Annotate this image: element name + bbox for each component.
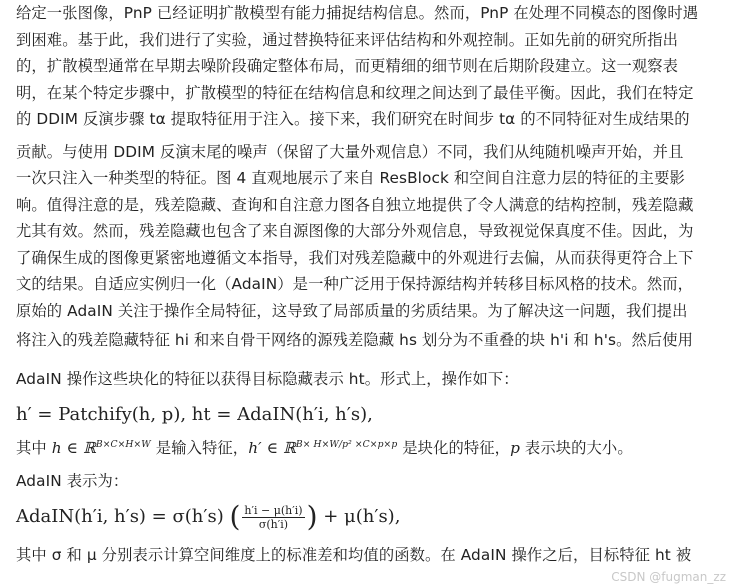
text-line: 了确保生成的图像更紧密地遵循文本指导，我们对残差隐藏中的外观进行去偏，从而获得更符合上下 [16, 248, 694, 267]
math-patch-dim: h′ ∈ ℝ$^{B\times H\times W/p^2 \times C\times p\times p}$ [248, 439, 398, 458]
text-fragment: 是输入特征， [150, 439, 249, 458]
text-fragment: 其中 [16, 439, 52, 458]
text-fragment: 表示块的大小。 [519, 439, 633, 458]
text-line: 的 DDIM 反演步骤 tα 提取特征用于注入。接下来，我们研究在时间步 tα 的不同特征对生成结果的 [16, 110, 690, 128]
text-line: 的，扩散模型通常在早期去噪阶段确定整体布局，而更精细的细节则在后期阶段建立。这一观察表 [16, 57, 679, 75]
equation-rhs: + μ(h′s), [323, 506, 401, 528]
paragraph-adain-label [16, 468, 722, 495]
text-line: AdaIN 表示为： [16, 471, 129, 490]
paragraph-method-description [16, 0, 722, 354]
text-line: 原始的 AdaIN 关注于操作全局特征，这导致了局部质量的劣质结果。为了解决这一问题，我们提出 [16, 301, 688, 320]
math-input-dim: h ∈ ℝ$^{B\times C\times H\times W}$ [51, 439, 151, 458]
text-line: 尤其有效。然而，残差隐藏也包含了来自源图像的大部分外观信息，导致视觉保真度不佳。因此，为 [16, 222, 694, 240]
csdn-watermark: CSDN @fugman_zz [611, 570, 726, 584]
equation-patchify: h′ = Patchify(h, p), ht = AdaIN(h′i, h′s), [16, 404, 373, 425]
article-body [16, 0, 722, 569]
text-line: 明，在某个特定步骤中，扩散模型的特征在结构信息和纹理之间达到了最佳平衡。因此，我们在特定 [16, 83, 694, 102]
equation-adain: AdaIN(h′i, h′s) = σ(h′s) ( $\frac{h'i - \mu(h'i)}{\sigma(h'i)}$ ) + μ(h′s), [16, 500, 401, 534]
math-patch-size: p [510, 439, 520, 458]
equation-lhs: AdaIN(h′i, h′s) = σ(h′s) [16, 506, 224, 528]
text-line: 响。值得注意的是，残差隐藏、查询和自注意力图各自独立地提供了令人满意的结构控制，残差隐藏 [16, 195, 694, 214]
fraction-numerator: h′i − μ(h′i) [244, 503, 303, 517]
text-line: 一次只注入一种类型的特征。图 4 直观地展示了来自 ResBlock 和空间自注意力层的特征的主要影 [16, 169, 685, 187]
fraction-denominator: σ(h′i) [258, 517, 289, 531]
paragraph-variable-definitions [16, 432, 722, 462]
text-line: 文的结果。自适应实例归一化（AdaIN）是一种广泛用于保持源结构并转移目标风格的技术。然而， [16, 275, 694, 293]
equation-fraction [242, 504, 304, 531]
text-line: AdaIN 操作这些块化的特征以获得目标隐藏表示 ht。形式上，操作如下： [16, 369, 519, 388]
text-line: 其中 σ 和 μ 分别表示计算空间维度上的标准差和均值的函数。在 AdaIN 操作之后，目标特征 ht 被 [16, 546, 692, 565]
paragraph-notation [16, 542, 722, 569]
text-fragment: 是块化的特征， [397, 439, 511, 458]
paragraph-adain-intro [16, 366, 722, 393]
text-line: 贡献。与使用 DDIM 反演末尾的噪声（保留了大量外观信息）不同，我们从纯随机噪声开始，并且 [16, 142, 684, 161]
text-line: 到困难。基于此，我们进行了实验，通过替换特征来评估结构和外观控制。正如先前的研究所指出 [16, 30, 679, 49]
text-line: 将注入的残差隐藏特征 hi 和来自骨干网络的源残差隐藏 hs 划分为不重叠的块 h'i 和 h's。然后使用 [16, 331, 694, 349]
text-line: 给定一张图像，PnP 已经证明扩散模型有能力捕捉结构信息。然而，PnP 在处理不同模态的图像时遇 [16, 4, 699, 22]
